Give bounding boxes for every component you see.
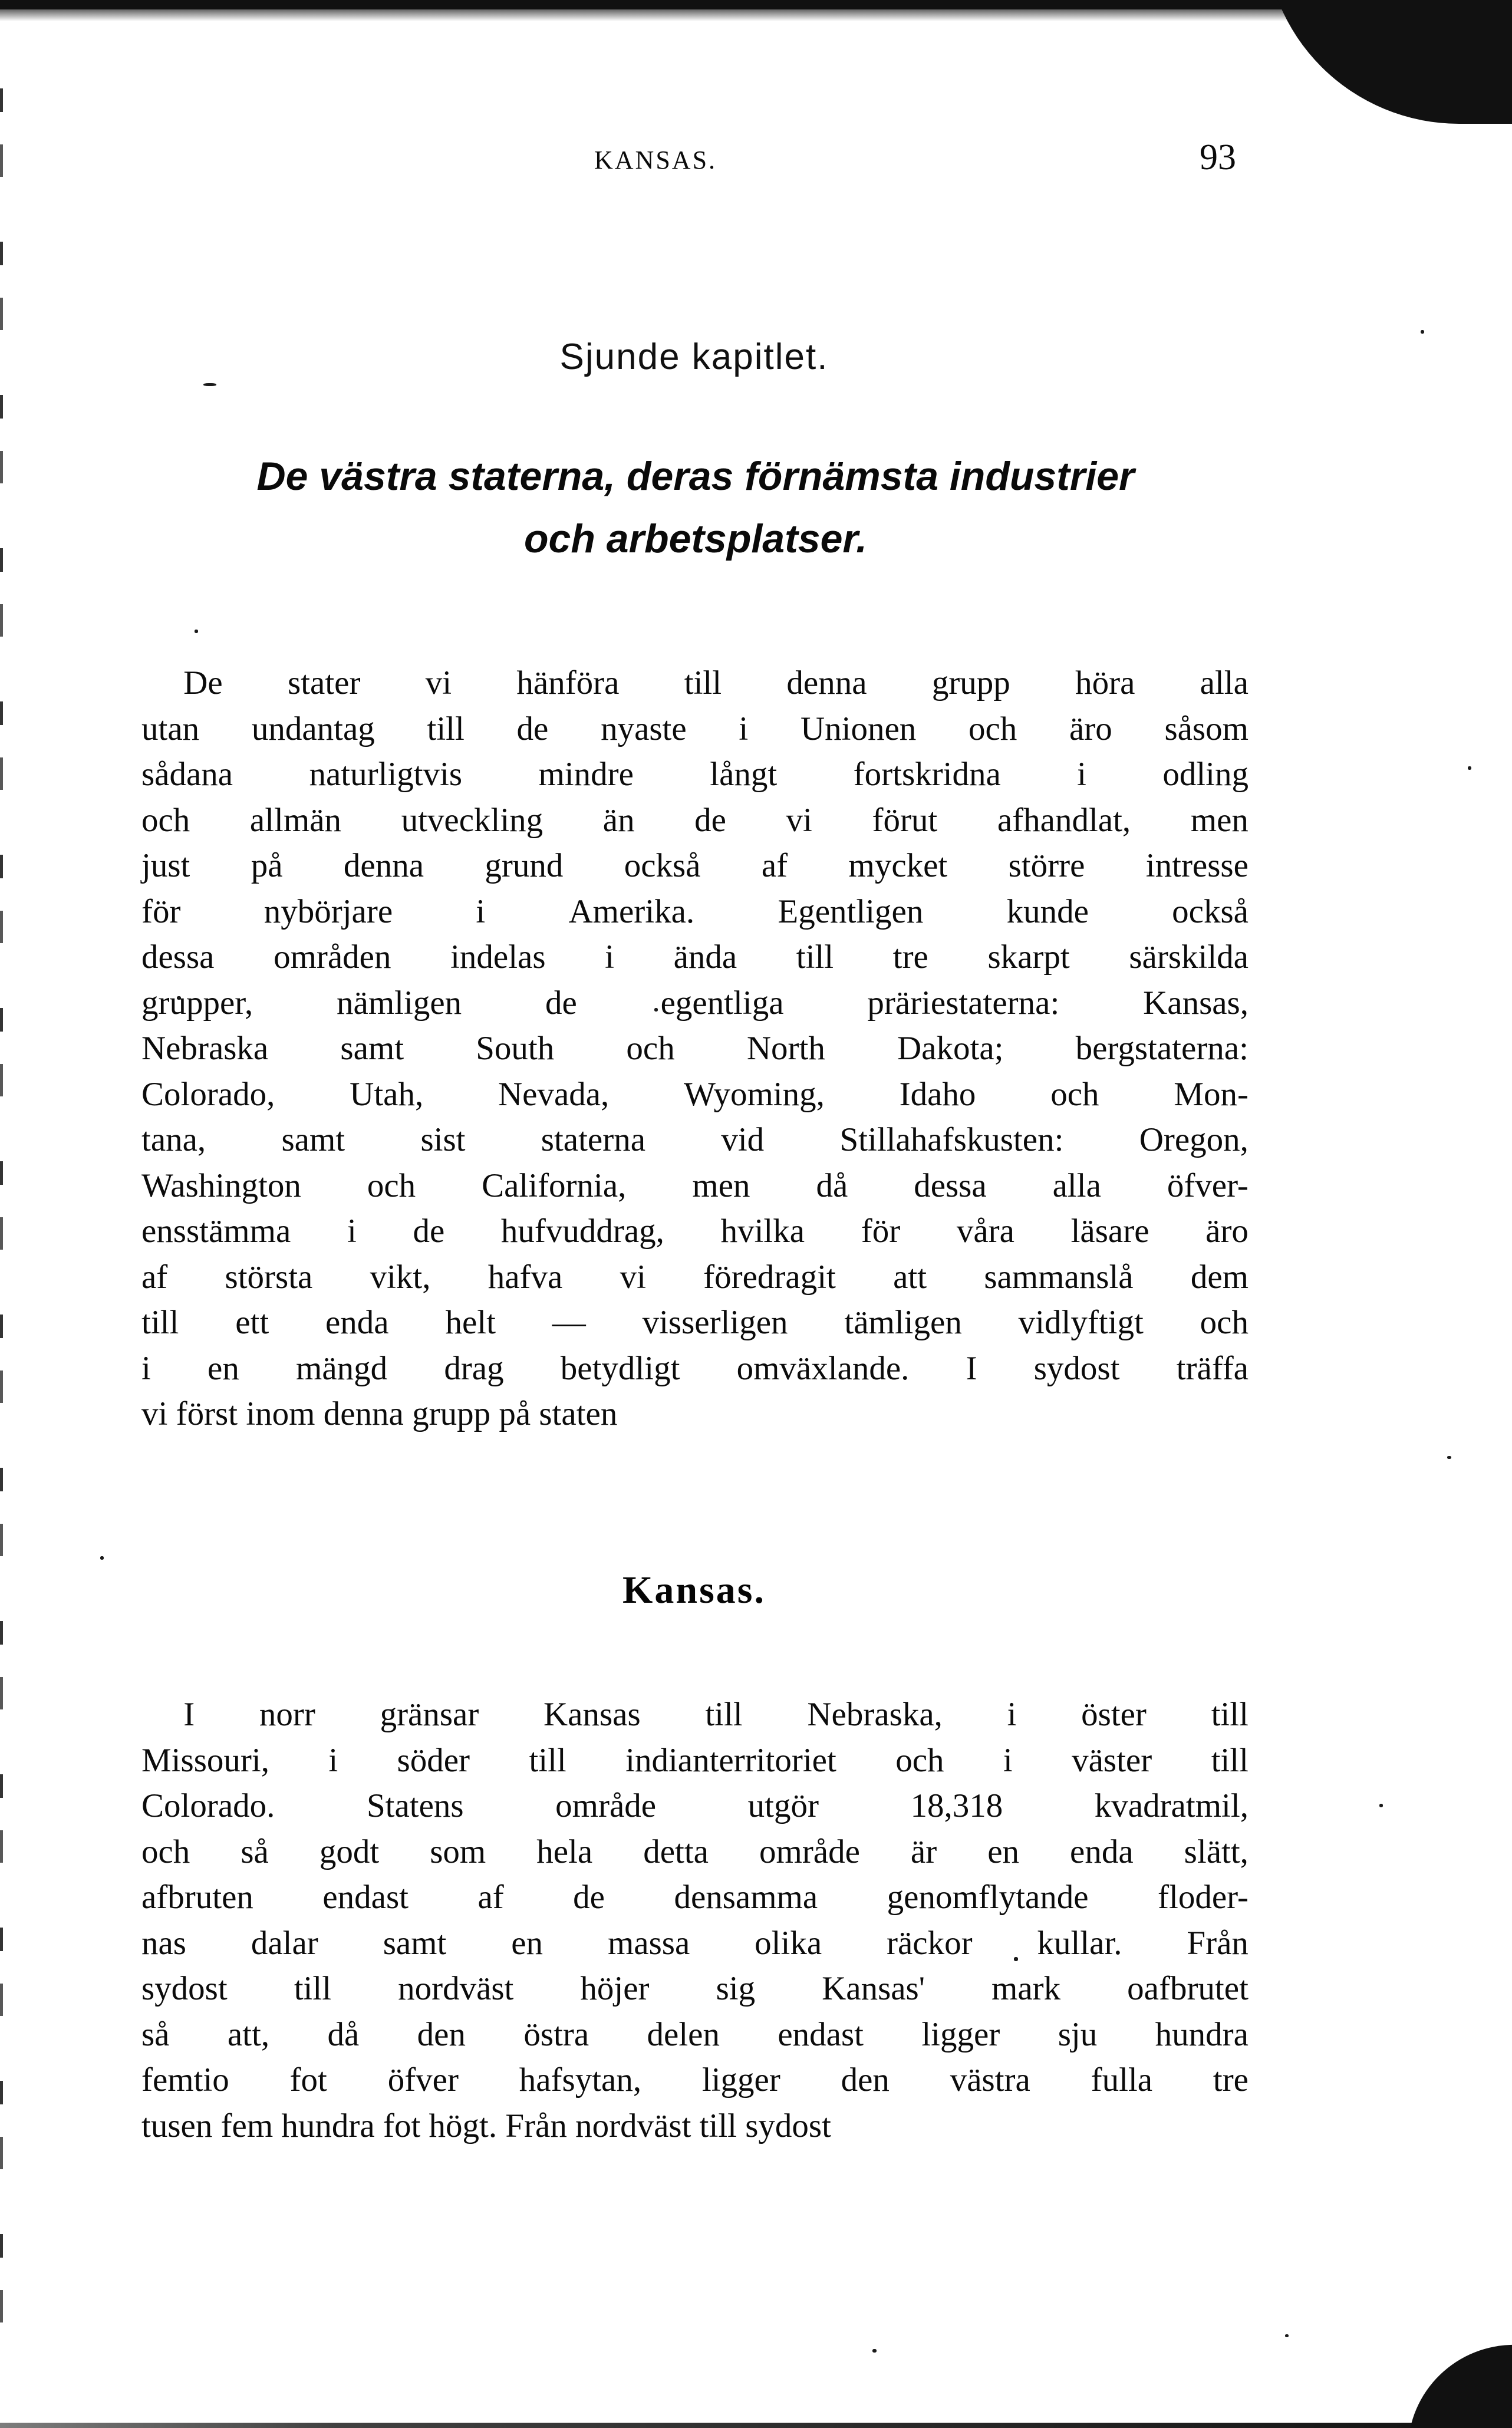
text-word: tre (1213, 2061, 1249, 2098)
text-word: Mon- (1174, 1075, 1249, 1113)
text-word: samt (281, 1121, 345, 1158)
text-word: afbruten (141, 1879, 253, 1916)
text-word: större (1008, 847, 1085, 884)
text-word: utan (141, 710, 200, 747)
text-word: De (141, 664, 223, 701)
text-word: California, (482, 1167, 627, 1204)
chapter-title (118, 448, 1273, 567)
text-word: I (966, 1349, 977, 1387)
text-word: dessa (914, 1167, 987, 1204)
text-line (141, 1829, 1249, 1875)
text-word: på (251, 847, 283, 884)
text-word: undantag (251, 710, 375, 747)
text-word: västra (950, 2061, 1030, 2098)
text-word: enda (325, 1304, 389, 1341)
text-word: östra (523, 2015, 589, 2053)
text-word: och (895, 1741, 944, 1779)
text-word: långt (710, 756, 778, 793)
text-word: norr (259, 1696, 315, 1733)
text-word: men (1190, 801, 1249, 839)
text-line (141, 1163, 1249, 1209)
text-word: allmän (249, 801, 341, 839)
text-word: — (552, 1304, 586, 1341)
text-word: också (624, 847, 701, 884)
text-word: fulla (1091, 2061, 1153, 2098)
text-word: hafsytan, (519, 2061, 642, 2098)
text-word: vid (721, 1121, 765, 1158)
text-word: präriestaterna: (867, 984, 1060, 1022)
text-word: som (430, 1833, 486, 1870)
text-word: Unionen (800, 710, 917, 747)
text-line (141, 1208, 1249, 1254)
text-word: tana, (141, 1121, 206, 1158)
text-word: denna (343, 847, 424, 884)
text-word: Missouri, (141, 1741, 269, 1779)
text-word: odling (1162, 756, 1249, 793)
text-word: men (692, 1167, 750, 1204)
text-line (141, 1966, 1249, 2012)
text-word: områden (274, 938, 391, 976)
text-word: i (328, 1741, 338, 1779)
text-word: af (761, 847, 788, 884)
text-word: vikt, (370, 1258, 431, 1296)
text-word: öfver (387, 2061, 459, 2098)
text-word: egentliga (660, 984, 784, 1022)
text-word: i (1007, 1696, 1017, 1733)
text-word: Kansas (543, 1696, 641, 1733)
scan-corner-top-right-fade (1282, 0, 1512, 106)
text-word: är (910, 1833, 937, 1870)
text-line: vi först inom denna grupp på staten (141, 1395, 618, 1432)
text-word: naturligtvis (309, 756, 463, 793)
text-word: kunde (1006, 892, 1089, 930)
text-word: då (327, 2015, 360, 2053)
text-word: utgör (747, 1787, 819, 1824)
text-word: än (602, 801, 635, 839)
text-word: I (141, 1696, 195, 1733)
text-line: tusen fem hundra fot högt. Från nordväst till sydost (141, 2107, 831, 2144)
text-word: nyaste (601, 710, 687, 747)
scan-speck (1421, 330, 1424, 334)
chapter-title-line-1: De västra staterna, deras förnämsta industrier (256, 454, 1135, 499)
text-line (141, 1874, 1249, 1920)
text-word: i (476, 892, 486, 930)
text-word: kvadratmil, (1094, 1787, 1249, 1824)
text-line (141, 752, 1249, 798)
text-word: i (739, 710, 749, 747)
text-word: hafva (487, 1258, 563, 1296)
text-word: vi (425, 664, 452, 701)
text-word: North (746, 1030, 825, 1067)
text-word: Idaho (899, 1075, 976, 1113)
text-word: bergstaterna: (1075, 1030, 1249, 1067)
text-word: vi (786, 801, 812, 839)
running-head (141, 137, 1247, 187)
text-word: Kansas' (822, 1970, 925, 2007)
text-line (141, 1920, 1249, 1966)
text-word: sju (1058, 2015, 1098, 2053)
text-word: mängd (296, 1349, 388, 1387)
text-word: vi (620, 1258, 646, 1296)
text-word: godt (319, 1833, 380, 1870)
text-word: och (968, 710, 1017, 747)
text-word: just (141, 847, 190, 884)
text-word: femtio (141, 2061, 229, 2098)
text-word: dessa (141, 938, 215, 976)
text-word: nybörjare (263, 892, 393, 930)
scan-corner-bottom-right (1404, 2343, 1512, 2428)
text-word: de (694, 801, 726, 839)
text-word: genomflytande (887, 1879, 1089, 1916)
text-word: en (207, 1349, 239, 1387)
text-line (141, 889, 1249, 935)
text-word: så (141, 2015, 170, 2053)
text-word: öfver- (1167, 1167, 1249, 1204)
text-word: olika (755, 1924, 822, 1962)
text-line (141, 1254, 1249, 1300)
text-line (141, 1300, 1249, 1346)
scan-edge-left (0, 88, 3, 2328)
text-word: föredragit (703, 1258, 836, 1296)
text-word: grupper, (141, 984, 253, 1022)
text-word: största (225, 1258, 313, 1296)
text-word: förut (872, 801, 938, 839)
text-word: och (626, 1030, 675, 1067)
text-word: indelas (450, 938, 546, 976)
text-word: i (141, 1349, 151, 1387)
text-word: slätt, (1184, 1833, 1249, 1870)
text-word: så (241, 1833, 269, 1870)
text-word: samt (383, 1924, 447, 1962)
scan-speck (1468, 766, 1471, 770)
text-word: Kansas, (1143, 984, 1249, 1022)
paragraph-intro (141, 660, 1249, 1437)
text-word: de (413, 1213, 445, 1250)
text-line (141, 2012, 1249, 2058)
text-word: stater (288, 664, 361, 701)
text-word: Colorado, (141, 1075, 275, 1113)
text-word: hufvuddrag, (500, 1213, 664, 1250)
text-word: då (816, 1167, 848, 1204)
text-word: Washington (141, 1167, 301, 1204)
text-line (141, 934, 1249, 980)
text-word: till (684, 664, 722, 701)
text-word: tämligen (844, 1304, 962, 1341)
text-word: fortskridna (853, 756, 1001, 793)
text-word: Dakota; (897, 1030, 1004, 1067)
text-word: till (705, 1696, 743, 1733)
text-word: oafbrutet (1127, 1970, 1249, 2007)
text-word: endast (778, 2015, 864, 2053)
text-line (141, 660, 1249, 706)
text-word: ligger (701, 2061, 780, 2098)
text-word: område (555, 1787, 657, 1824)
text-word: ensstämma (141, 1213, 291, 1250)
text-word: samt (340, 1030, 404, 1067)
text-word: indianterritoriet (625, 1741, 836, 1779)
text-word: en (511, 1924, 543, 1962)
text-word: hänföra (516, 664, 620, 701)
text-word: också (1172, 892, 1249, 930)
text-word: ligger (921, 2015, 1000, 2053)
text-word: Nebraska (141, 1030, 269, 1067)
text-word: sist (420, 1121, 466, 1158)
text-line (141, 1783, 1249, 1829)
text-word: en (987, 1833, 1020, 1870)
text-word: nas (141, 1924, 186, 1962)
text-word: fot (289, 2061, 327, 2098)
text-line (141, 1738, 1249, 1784)
text-word: alla (1200, 664, 1249, 701)
text-word: Wyoming, (684, 1075, 825, 1113)
text-word: och (1050, 1075, 1099, 1113)
text-word: Utah, (350, 1075, 424, 1113)
scan-speck (203, 383, 216, 386)
text-word: de (545, 984, 577, 1022)
text-word: de (516, 710, 549, 747)
text-line (141, 1117, 1249, 1163)
text-line (141, 2057, 1249, 2103)
text-word: och (367, 1167, 416, 1204)
text-word: läsare (1070, 1213, 1149, 1250)
text-word: söder (397, 1741, 470, 1779)
text-line (141, 1072, 1249, 1118)
text-word: densamma (674, 1879, 818, 1916)
paragraph-kansas (141, 1692, 1249, 2149)
text-word: nordväst (398, 1970, 514, 2007)
text-line (141, 1346, 1249, 1392)
text-word: Egentligen (778, 892, 924, 930)
text-word: de (573, 1879, 605, 1916)
text-word: såsom (1164, 710, 1249, 747)
text-word: grupp (931, 664, 1010, 701)
text-word: och (141, 1833, 190, 1870)
text-word: att, (227, 2015, 270, 2053)
text-word: Amerika. (568, 892, 695, 930)
text-word: äro (1069, 710, 1112, 747)
text-word: till (427, 710, 465, 747)
text-word: i (605, 938, 614, 976)
text-word: denna (786, 664, 867, 701)
text-word: detta (643, 1833, 709, 1870)
text-word: af (477, 1879, 504, 1916)
section-heading-kansas: Kansas. (622, 1569, 766, 1612)
text-word: staterna (541, 1121, 646, 1158)
text-word: helt (445, 1304, 496, 1341)
text-word: kullar. (1037, 1924, 1122, 1962)
scan-speck (1379, 1804, 1383, 1807)
text-word: äro (1205, 1213, 1249, 1250)
text-word: ända (673, 938, 737, 976)
text-word: omväxlande. (736, 1349, 910, 1387)
text-word: gränsar (380, 1696, 479, 1733)
text-word: i (1077, 756, 1086, 793)
text-word: höjer (580, 1970, 650, 2007)
text-word: grund (485, 847, 564, 884)
scan-speck (1285, 2334, 1289, 2337)
text-word: Nevada, (498, 1075, 610, 1113)
text-word: i (1003, 1741, 1013, 1779)
text-word: räckor (887, 1924, 973, 1962)
text-word: hela (536, 1833, 593, 1870)
scan-speck (872, 2349, 877, 2353)
text-word: särskilda (1129, 938, 1249, 976)
text-word: område (759, 1833, 860, 1870)
text-word: af (141, 1258, 168, 1296)
text-word: sydost (1033, 1349, 1120, 1387)
text-word: till (141, 1304, 179, 1341)
text-word: dalar (251, 1924, 318, 1962)
text-word: och (141, 801, 190, 839)
text-word: 18,318 (910, 1787, 1003, 1824)
text-word: dem (1190, 1258, 1249, 1296)
text-word: sådana (141, 756, 233, 793)
text-word: den (841, 2061, 890, 2098)
scan-edge-bottom (0, 2423, 1512, 2428)
text-word: för (861, 1213, 901, 1250)
text-word: vidlyftigt (1018, 1304, 1144, 1341)
text-line (141, 980, 1249, 1026)
text-word: för (141, 892, 181, 930)
text-word: sydost (141, 1970, 228, 2007)
text-word: sig (716, 1970, 756, 2007)
text-word: massa (607, 1924, 690, 1962)
text-word: floder- (1158, 1879, 1249, 1916)
text-word: till (529, 1741, 566, 1779)
text-word: öster (1081, 1696, 1147, 1733)
text-word: och (1200, 1304, 1249, 1341)
text-word: utveckling (401, 801, 543, 839)
text-word: Nebraska, (807, 1696, 943, 1733)
text-word: sammanslå (984, 1258, 1134, 1296)
text-word: mark (991, 1970, 1061, 2007)
text-line (141, 843, 1249, 889)
running-head-title: KANSAS. (594, 146, 717, 174)
text-word: South (476, 1030, 555, 1067)
text-word: afhandlat, (997, 801, 1131, 839)
text-word: till (294, 1970, 332, 2007)
text-word: endast (322, 1879, 409, 1916)
text-word: höra (1075, 664, 1135, 701)
text-word: tre (892, 938, 928, 976)
text-word: den (417, 2015, 466, 2053)
text-word: hundra (1155, 2015, 1249, 2053)
text-word: betydligt (560, 1349, 680, 1387)
scan-speck (1447, 1456, 1451, 1459)
text-word: hvilka (720, 1213, 805, 1250)
text-word: att (893, 1258, 927, 1296)
scan-speck (195, 630, 198, 633)
text-word: träffa (1176, 1349, 1249, 1387)
text-word: till (1211, 1696, 1249, 1733)
text-line (141, 798, 1249, 844)
scan-speck (100, 1556, 104, 1560)
text-word: skarpt (987, 938, 1070, 976)
text-word: Från (1187, 1924, 1249, 1962)
text-word: Statens (366, 1787, 464, 1824)
text-word: visserligen (642, 1304, 788, 1341)
text-word: våra (956, 1213, 1014, 1250)
text-word: drag (444, 1349, 504, 1387)
text-word: alla (1052, 1167, 1101, 1204)
text-line (141, 1026, 1249, 1072)
text-word: nämligen (337, 984, 462, 1022)
text-word: mycket (848, 847, 948, 884)
text-line (141, 1692, 1249, 1738)
text-word: delen (647, 2015, 720, 2053)
text-word: intresse (1145, 847, 1249, 884)
text-word: mindre (538, 756, 634, 793)
text-word: Colorado. (141, 1787, 275, 1824)
text-word: Stillahafskusten: (839, 1121, 1064, 1158)
chapter-label: Sjunde kapitlet. (559, 337, 829, 377)
text-word: till (796, 938, 834, 976)
text-word: väster (1072, 1741, 1152, 1779)
text-word: enda (1070, 1833, 1134, 1870)
text-word: Oregon, (1139, 1121, 1249, 1158)
chapter-title-line-2: och arbetsplatser. (523, 516, 868, 561)
text-line (141, 706, 1249, 752)
page-number: 93 (1200, 137, 1236, 177)
text-word: till (1211, 1741, 1249, 1779)
text-word: i (347, 1213, 357, 1250)
text-word: ett (235, 1304, 269, 1341)
